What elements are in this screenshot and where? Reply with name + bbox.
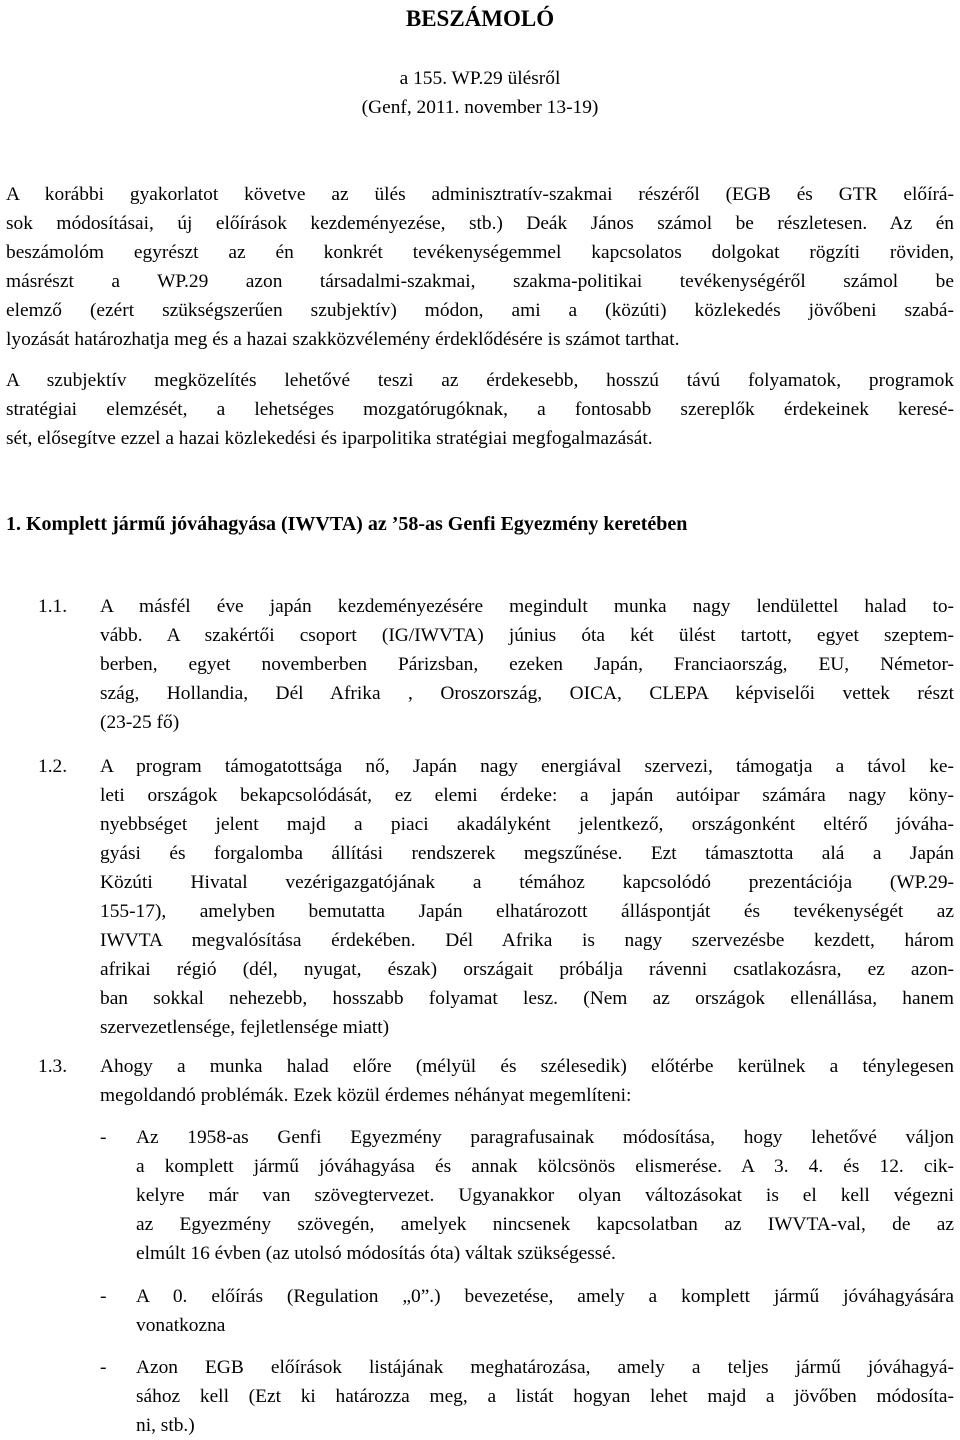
section-1-heading: 1. Komplett jármű jóváhagyása (IWVTA) az ’58-as Genfi Egyezmény keretében [6, 513, 688, 535]
item-line: afrikai régió (dél, nyugat, észak) országait próbálja rávenni csatlakozásra, ez azon- [100, 959, 954, 980]
document-subtitle-place-date: (Genf, 2011. november 13-19) [361, 97, 599, 118]
item-line: A program támogatottsága nő, Japán nagy energiával szervezi, támogatja a távol ke- [100, 756, 954, 777]
paragraph-line: A szubjektív megközelítés lehetővé teszi az érdekesebb, hosszú távú folyamatok, programok [6, 370, 954, 391]
bullet-line: az Egyezmény szövegén, amelyek nincsenek kapcsolatban az IWVTA-val, de az [136, 1214, 954, 1235]
paragraph-line: elemző (ezért szükségszerűen szubjektív) módon, ami a (közúti) közlekedés jövőbeni szabá- [6, 300, 954, 321]
intro-paragraph-2 [6, 366, 954, 453]
item-line: IWVTA megvalósítása érdekében. Dél Afrika is nagy szervezésbe kezdett, három [100, 930, 954, 951]
item-line: Közúti Hivatal vezérigazgatójának a témához kapcsolódó prezentációja (WP.29- [100, 872, 954, 893]
bullet-line: Az 1958-as Genfi Egyezmény paragrafusainak módosítása, hogy lehetővé váljon [136, 1127, 954, 1148]
item-line: megoldandó problémák. Ezek közül érdemes néhányat megemlíteni: [100, 1085, 632, 1106]
bullet-line: vonatkozna [136, 1315, 226, 1336]
bullet-dash: - [100, 1357, 107, 1378]
item-line: vább. A szakértői csoport (IG/IWVTA) június óta két ülést tartott, egyet szeptem- [100, 625, 954, 646]
item-text [100, 592, 954, 737]
bullet-line: elmúlt 16 évben (az utolsó módosítás óta) váltak szükségessé. [136, 1243, 616, 1264]
item-number: 1.1. [38, 596, 68, 617]
item-line: ban sokkal nehezebb, hosszabb folyamat lesz. (Nem az országok ellenállása, hanem [100, 988, 954, 1009]
item-line: leti országok bekapcsolódását, ez elemi érdeke: a japán autóipar számára nagy köny- [100, 785, 954, 806]
item-text [100, 1052, 954, 1110]
bullet-dash: - [100, 1286, 107, 1307]
intro-paragraph-1 [6, 180, 954, 354]
item-line: szervezetlensége, fejletlensége miatt) [100, 1017, 390, 1038]
item-line: szág, Hollandia, Dél Afrika , Oroszország, OICA, CLEPA képviselői vettek részt [100, 683, 954, 704]
bullet-dash: - [100, 1127, 107, 1148]
item-number: 1.3. [38, 1056, 68, 1077]
bullet-line: A 0. előírás (Regulation „0”.) bevezetése, amely a komplett jármű jóváhagyására [136, 1286, 954, 1307]
item-line: Ahogy a munka halad előre (mélyül és szélesedik) előtérbe kerülnek a ténylegesen [100, 1056, 954, 1077]
paragraph-line: sét, elősegítve ezzel a hazai közlekedési és iparpolitika stratégiai megfogalmazását. [6, 428, 653, 449]
bullet-line: kelyre már van szövegtervezet. Ugyanakkor olyan változásokat is el kell végezni [136, 1185, 954, 1206]
bullet-item-1 [0, 1123, 960, 1273]
item-line: A másfél éve japán kezdeményezésére megindult munka nagy lendülettel halad to- [100, 596, 954, 617]
bullet-line: sához kell (Ezt ki határozza meg, a listát hogyan lehet majd a jövőben módosíta- [136, 1386, 954, 1407]
document-subtitle-meeting: a 155. WP.29 ülésről [399, 68, 561, 89]
paragraph-line: másrészt a WP.29 azon társadalmi-szakmai, szakma-politikai tevékenységéről számol be [6, 271, 954, 292]
paragraph-line: A korábbi gyakorlatot követve az ülés adminisztratív-szakmai részéről (EGB és GTR előírá- [6, 184, 954, 205]
bullet-item-2 [0, 1282, 960, 1342]
bullet-text [136, 1282, 954, 1340]
item-line: (23-25 fő) [100, 712, 180, 733]
bullet-text [136, 1123, 954, 1268]
item-text [100, 752, 954, 1042]
list-item-1-2 [0, 752, 960, 1044]
paragraph-line: beszámolóm egyrészt az én konkrét tevékenységemmel kapcsolatos dolgokat rögzíti röviden, [6, 242, 954, 263]
bullet-line: ni, stb.) [136, 1415, 195, 1436]
item-number: 1.2. [38, 756, 68, 777]
bullet-line: a komplett jármű jóváhagyása és annak kölcsönös elismerése. A 3. 4. és 12. cik- [136, 1156, 954, 1177]
item-line: gyási és forgalomba állítási rendszerek megszűnése. Ezt támasztotta alá a Japán [100, 843, 954, 864]
item-line: nyebbséget jelent majd a piaci akadályként jelentkező, országonként eltérő jóváha- [100, 814, 954, 835]
list-item-1-1 [0, 592, 960, 742]
bullet-text [136, 1353, 954, 1440]
item-line: berben, egyet novemberben Párizsban, ezeken Japán, Franciaország, EU, Németor- [100, 654, 954, 675]
bullet-line: Azon EGB előírások listájának meghatározása, amely a teljes jármű jóváhagyá- [136, 1357, 954, 1378]
list-item-1-3 [0, 1052, 960, 1112]
document-title: BESZÁMOLÓ [405, 6, 555, 31]
paragraph-line: sok módosításai, új előírások kezdeményezése, stb.) Deák János számol be részletesen. Az én [6, 213, 954, 234]
paragraph-line: stratégiai elemzését, a lehetséges mozgatórugóknak, a fontosabb szereplők érdekeinek keresé- [6, 399, 954, 420]
item-line: 155-17), amelyben bemutatta Japán elhatározott álláspontját és tevékenységét az [100, 901, 954, 922]
paragraph-line: lyozását határozhatja meg és a hazai szakközvélemény érdeklődésére is számot tarthat. [6, 329, 680, 350]
bullet-item-3 [0, 1353, 960, 1436]
